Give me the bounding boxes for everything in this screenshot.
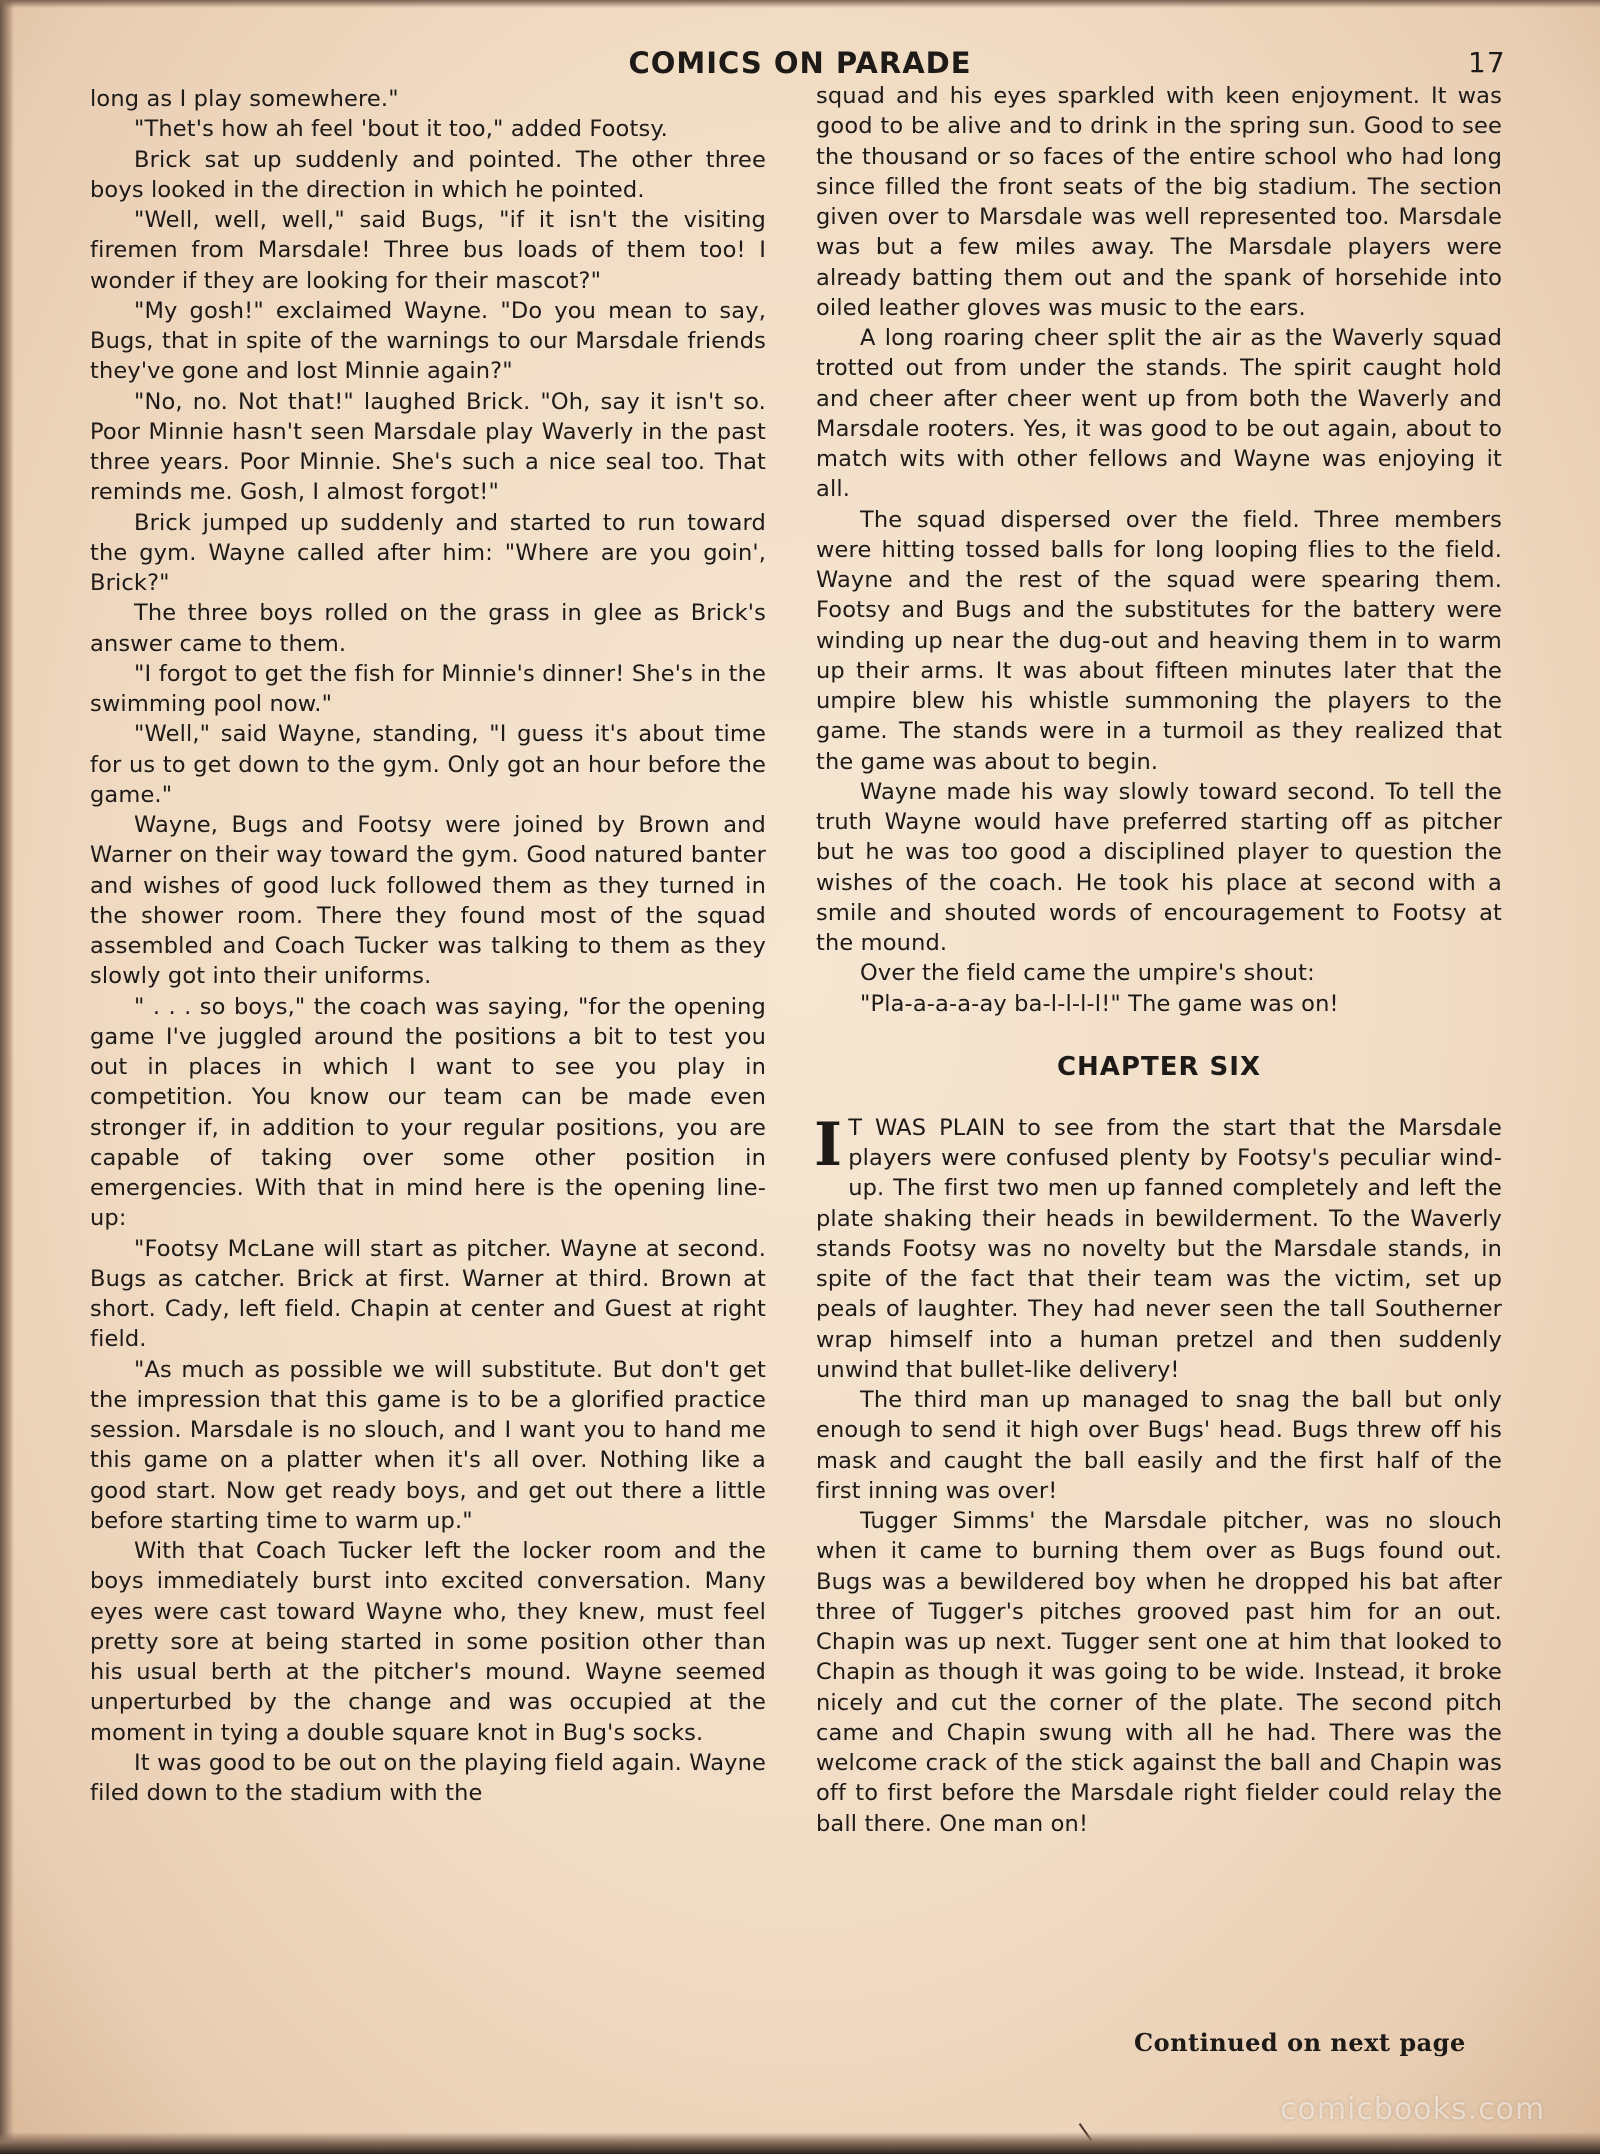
page-edge-left	[0, 0, 14, 2154]
chapter-opening-paragraph	[814, 1109, 1502, 1385]
chapter-heading: CHAPTER SIX	[1056, 1051, 1262, 1082]
paragraph: squad and his eyes sparkled with keen enjoyment. It was good to be alive and to drink in the spring sun. Good to see the thousand or so faces of the entire school who had long since filled the front seats of the big stadium. The section given over to Marsdale was well represented too. Marsdale was but a few miles away. The Marsdale players were already batting them out and the spank of horsehide into oiled leather gloves was music to the ears.	[816, 83, 1502, 321]
paragraph: Tugger Simms' the Marsdale pitcher, was no slouch when it came to burning them over as Bugs found out. Bugs was a bewildered boy when he dropped his bat after three of Tugger's pitches grooved past him for an out. Chapin was up next. Tugger sent one at him that looked to Chapin as though it was going to be wide. Instead, it broke nicely and cut the corner of the plate. The second pitch came and Chapin swung with all he had. There was the welcome crack of the stick against the ball and Chapin was off to first before the Marsdale right fielder could relay the ball there. One man on!	[816, 1508, 1502, 1837]
left-text-column	[90, 84, 766, 1808]
paragraph: Brick sat up suddenly and pointed. The other three boys looked in the direction in which he pointed.	[90, 146, 766, 203]
paragraph: "Footsy McLane will start as pitcher. Wayne at second. Bugs as catcher. Brick at first. Warner at third. Brown at short. Cady, left field. Chapin at center and Guest at right field.	[90, 1235, 766, 1353]
drop-cap: I	[814, 1109, 843, 1180]
paragraph: "No, no. Not that!" laughed Brick. "Oh, say it isn't so. Poor Minnie hasn't seen Marsdale play Waverly in the past three years. Poor Minnie. She's such a nice seal too. That reminds me. Gosh, I almost forgot!"	[90, 388, 766, 506]
continued-note: Continued on next page	[1134, 2028, 1466, 2057]
paragraph: " . . . so boys," the coach was saying, "for the opening game I've juggled around the positions a bit to test you out in places in which I want to see you play in competition. You know our team can be made even stronger if, in addition to your regular positions, you are capable of taking over some other position in emergencies. With that in mind here is the opening line-up:	[90, 993, 766, 1232]
page-edge-top	[0, 0, 1600, 8]
paragraph: Over the field came the umpire's shout:	[860, 960, 1315, 987]
paragraph: "Pla-a-a-a-ay ba-l-l-l-l!" The game was on!	[860, 990, 1339, 1017]
paragraph: A long roaring cheer split the air as the Waverly squad trotted out from under the stands. The spirit caught hold and cheer after cheer went up from both the Waverly and Marsdale rooters. Yes, it was good to be out again, about to match wits with other fellows and Wayne was enjoying it all.	[816, 325, 1502, 503]
paragraph: Wayne, Bugs and Footsy were joined by Brown and Warner on their way toward the gym. Good natured banter and wishes of good luck followed them as they turned in the shower room. There they found most of the squad assembled and Coach Tucker was talking to them as they slowly got into their uniforms.	[90, 812, 766, 990]
site-watermark: comicbooks.com	[1280, 2092, 1546, 2127]
paragraph: Brick jumped up suddenly and started to run toward the gym. Wayne called after him: "Where are you goin', Brick?"	[90, 509, 766, 596]
page-number: 17	[1468, 46, 1506, 79]
paragraph: With that Coach Tucker left the locker room and the boys immediately burst into excited conversation. Many eyes were cast toward Wayne who, they knew, must feel pretty sore at being started in some position other than his usual berth at the pitcher's mound. Wayne seemed unperturbed by the change and was occupied at the moment in tying a double square knot in Bug's socks.	[90, 1538, 766, 1746]
right-text-column	[816, 81, 1502, 1839]
page-header-title: COMICS ON PARADE	[628, 46, 972, 80]
paragraph: "As much as possible we will substitute. But don't get the impression that this game is to be a glorified practice session. Marsdale is no slouch, and I want you to hand me this game on a platter when it's all over. Nothing like a good start. Now get ready boys, and get out there a little before starting time to warm up."	[90, 1356, 766, 1534]
paragraph: The three boys rolled on the grass in glee as Brick's answer came to them.	[90, 600, 766, 657]
paragraph: "Well, well, well," said Bugs, "if it isn't the visiting firemen from Marsdale! Three bus loads of them too! I wonder if they are looking for their mascot?"	[90, 207, 766, 294]
page-edge-bottom	[0, 2132, 1600, 2154]
chapter-opening-text: T WAS PLAIN to see from the start that the Marsdale players were confused plenty by Footsy's peculiar wind-up. The first two men up fanned completely and left the plate shaking their heads in bewilderment. To the Waverly stands Footsy was no novelty but the Marsdale stands, in spite of the fact that their team was the victim, set up peals of laughter. They had never seen the tall Southerner wrap himself into a human pretzel and then suddenly unwind that bullet-like delivery!	[816, 1114, 1502, 1383]
paragraph: long as I play somewhere."	[90, 86, 399, 112]
paragraph: "My gosh!" exclaimed Wayne. "Do you mean to say, Bugs, that in spite of the warnings to our Marsdale friends they've gone and lost Minnie again?"	[90, 297, 766, 385]
paragraph: The third man up managed to snag the ball but only enough to send it high over Bugs' head. Bugs threw off his mask and caught the ball easily and the first half of the first inning was over!	[816, 1387, 1502, 1504]
paragraph: Wayne made his way slowly toward second. To tell the truth Wayne would have preferred starting off as pitcher but he was too good a disciplined player to question the wishes of the coach. He took his place at second with a smile and shouted words of encouragement to Footsy at the mound.	[816, 778, 1502, 956]
paragraph: "Thet's how ah feel 'bout it too," added Footsy.	[134, 116, 668, 143]
paragraph: It was good to be out on the playing field again. Wayne filed down to the stadium with the	[90, 1749, 766, 1806]
paragraph: "Well," said Wayne, standing, "I guess it's about time for us to get down to the gym. Only got an hour before the game."	[90, 721, 766, 808]
paragraph: The squad dispersed over the field. Three members were hitting tossed balls for long looping flies to the field. Wayne and the rest of the squad were spearing them. Footsy and Bugs and the substitutes for the battery were winding up near the dug-out and heaving them in to warm up their arms. It was about fifteen minutes later that the umpire blew his whistle summoning the players to the game. The stands were in a turmoil as they realized that the game was about to begin.	[816, 506, 1502, 775]
paragraph: "I forgot to get the fish for Minnie's dinner! She's in the swimming pool now."	[90, 660, 766, 717]
